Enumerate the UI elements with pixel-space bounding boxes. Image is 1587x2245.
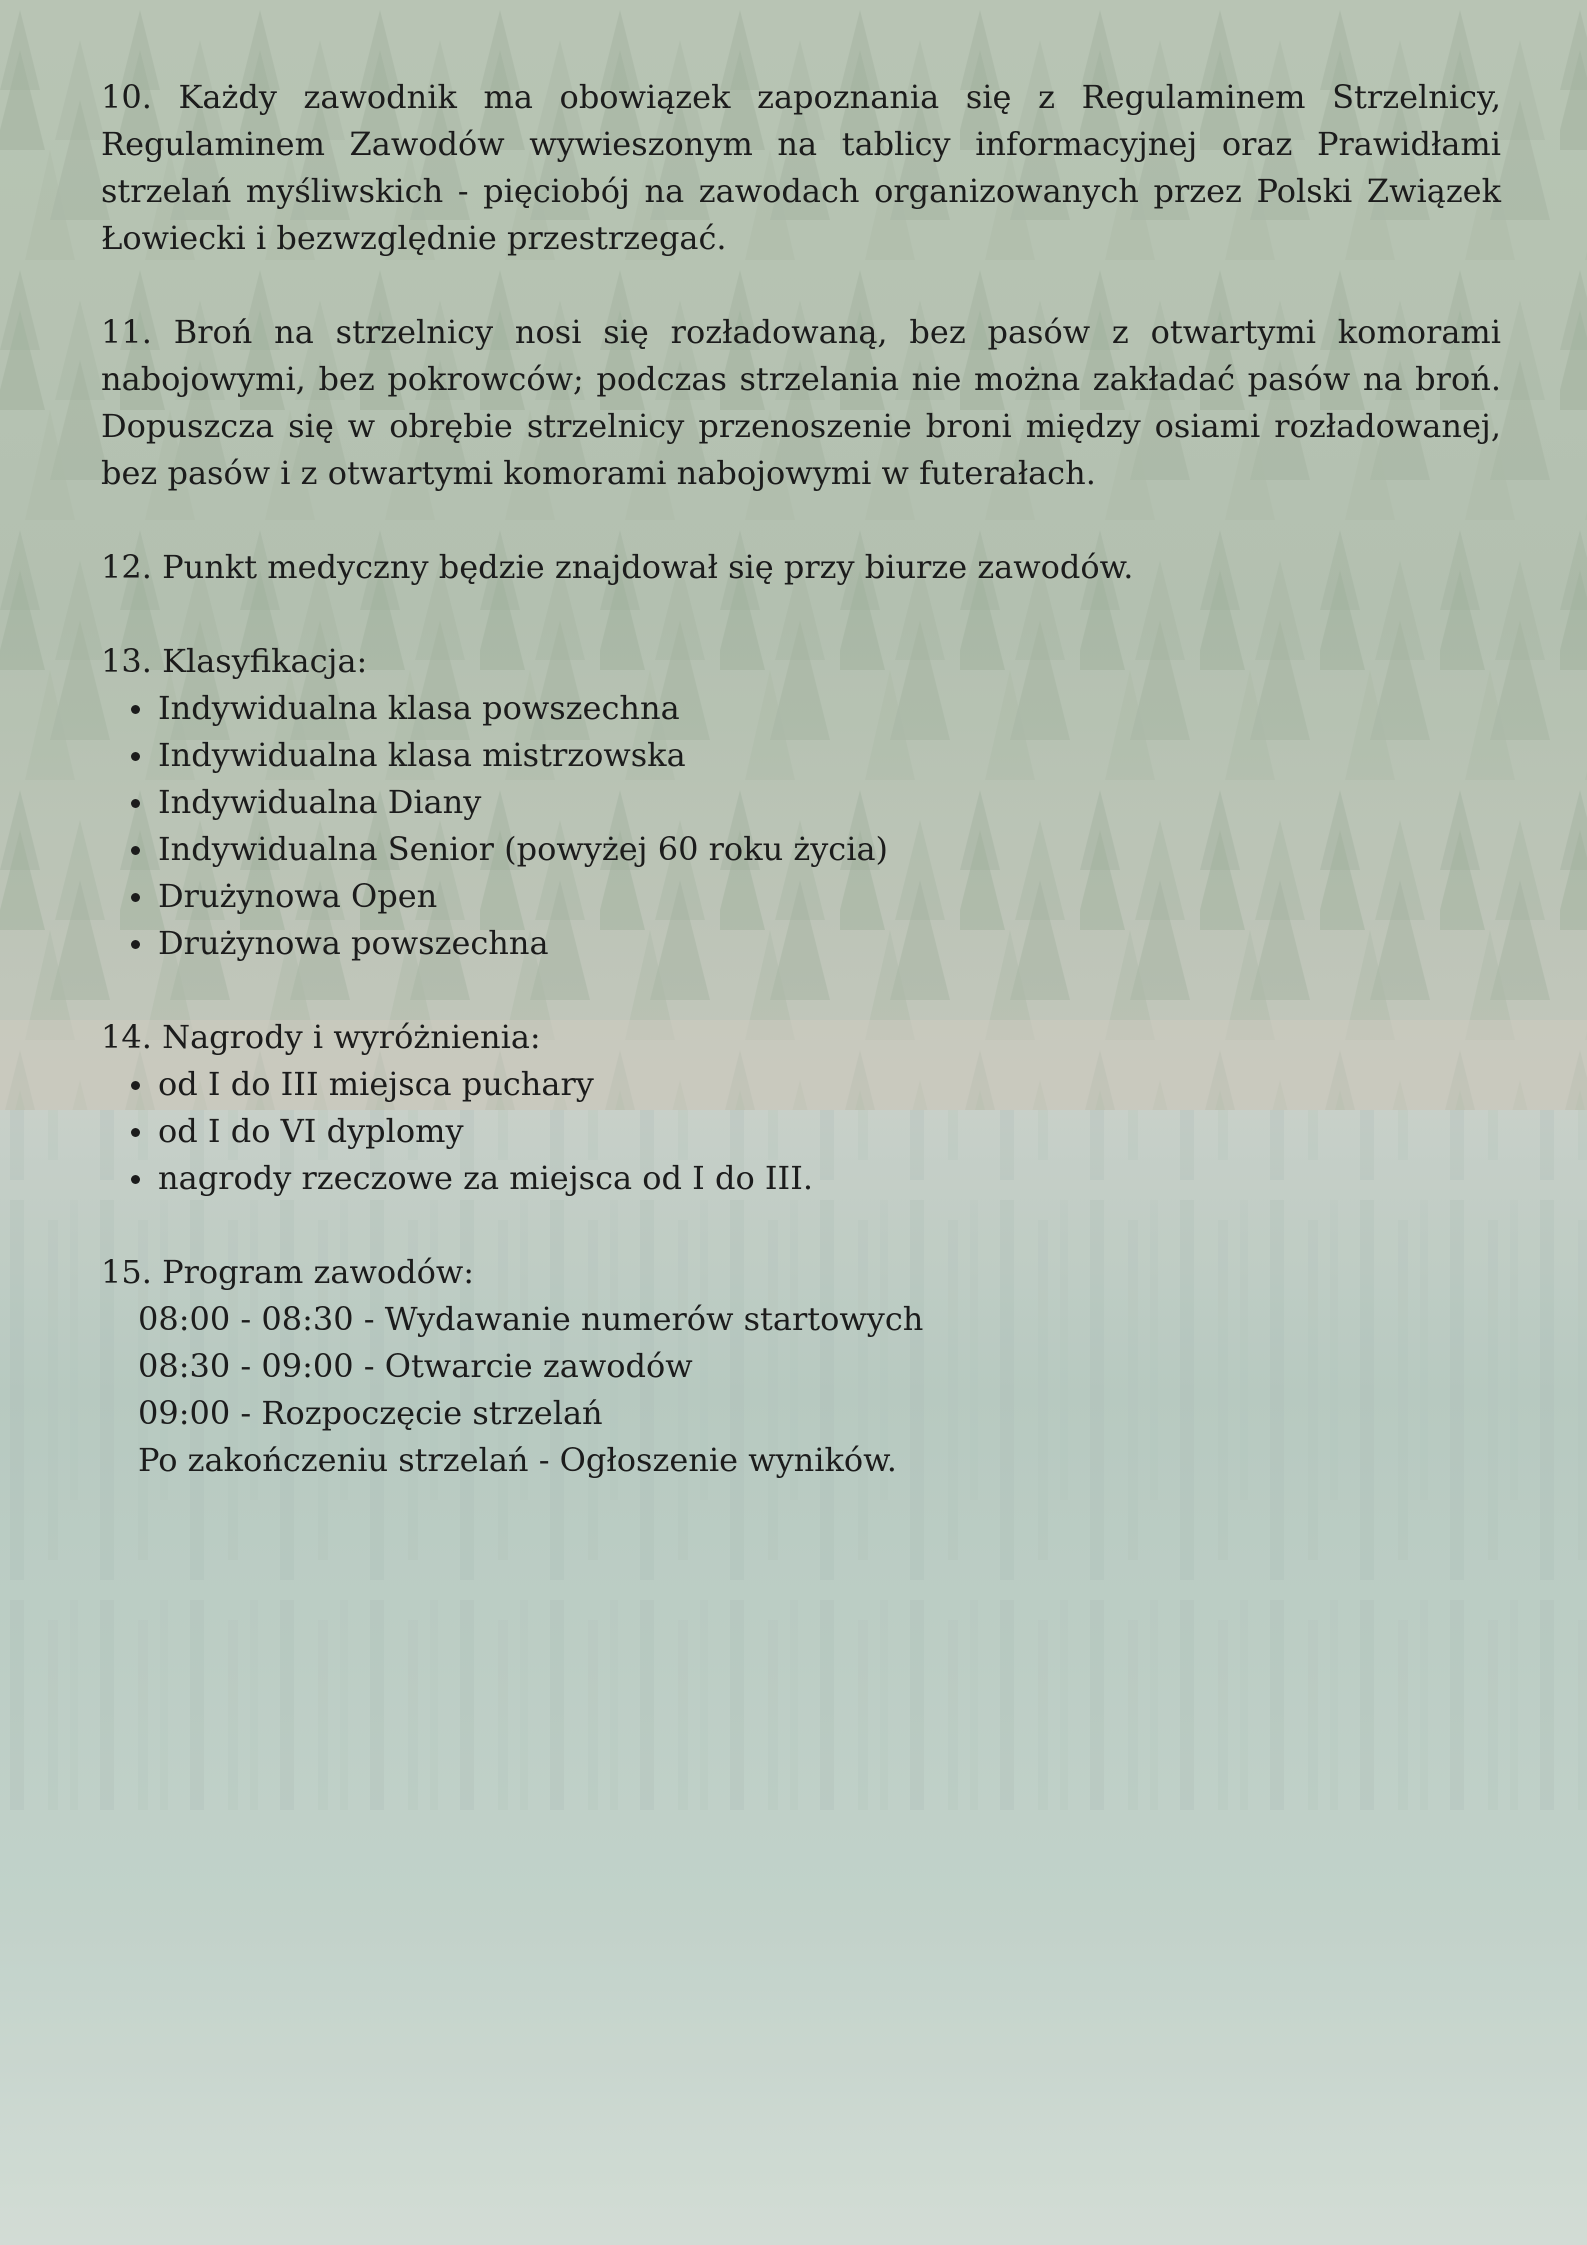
list-item — [101, 1061, 1501, 1108]
section-14-awards — [101, 1014, 1501, 1202]
bullet-icon — [131, 1128, 140, 1137]
list-item — [101, 685, 1501, 732]
bullet-icon — [131, 752, 140, 761]
section-11 — [101, 309, 1501, 497]
section-10 — [101, 74, 1501, 262]
list-item-text: nagrody rzeczowe za miejsca od I do III. — [158, 1159, 813, 1197]
list-item — [101, 1108, 1501, 1155]
list-item — [101, 732, 1501, 779]
list-item — [101, 1155, 1501, 1202]
list-item — [101, 826, 1501, 873]
section-10-text: 10. Każdy zawodnik ma obowiązek zapoznania się z Regulaminem Strzelnicy, Regulaminem Zawodów wywieszonym na tablicy informacyjnej oraz Prawidłami strzelań myśliwskich - pięciobój na zawodach organizowanych przez Polski Związek Łowiecki i bezwzględnie przestrzegać. — [101, 78, 1501, 257]
section-11-text: 11. Broń na strzelnicy nosi się rozładowaną, bez pasów z otwartymi komorami nabojowymi, bez pokrowców; podczas strzelania nie można zakładać pasów na broń. Dopuszcza się w obrębie strzelnicy przenoszenie broni między osiami rozładowanej, bez pasów i z otwartymi komorami nabojowymi w futerałach. — [101, 313, 1501, 492]
section-15-program — [101, 1249, 1501, 1484]
bullet-icon — [131, 1175, 140, 1184]
program-item: 08:30 - 09:00 - Otwarcie zawodów — [138, 1347, 693, 1385]
bullet-icon — [131, 799, 140, 808]
list-item-text: Indywidualna Senior (powyżej 60 roku życia) — [158, 830, 889, 868]
program-item: 08:00 - 08:30 - Wydawanie numerów startowych — [138, 1300, 924, 1338]
section-12-text: 12. Punkt medyczny będzie znajdował się przy biurze zawodów. — [101, 548, 1134, 586]
section-13-classification — [101, 638, 1501, 967]
program-heading: 15. Program zawodów: — [101, 1253, 475, 1291]
list-item-text: Drużynowa Open — [158, 877, 438, 915]
list-item-text: Indywidualna Diany — [158, 783, 482, 821]
bullet-icon — [131, 940, 140, 949]
list-item — [101, 873, 1501, 920]
bullet-icon — [131, 705, 140, 714]
section-12 — [101, 544, 1501, 591]
list-item-text: Drużynowa powszechna — [158, 924, 549, 962]
bullet-icon — [131, 893, 140, 902]
program-item: Po zakończeniu strzelań - Ogłoszenie wyników. — [138, 1441, 897, 1479]
list-item-text: od I do III miejsca puchary — [158, 1065, 594, 1103]
bullet-icon — [131, 846, 140, 855]
list-item — [101, 779, 1501, 826]
classification-heading: 13. Klasyfikacja: — [101, 642, 368, 680]
bullet-icon — [131, 1081, 140, 1090]
awards-list — [101, 1061, 1501, 1202]
classification-list — [101, 685, 1501, 967]
list-item-text: Indywidualna klasa powszechna — [158, 689, 680, 727]
list-item-text: Indywidualna klasa mistrzowska — [158, 736, 686, 774]
list-item — [101, 920, 1501, 967]
regulations-content — [101, 74, 1501, 1531]
program-item: 09:00 - Rozpoczęcie strzelań — [138, 1394, 603, 1432]
awards-heading: 14. Nagrody i wyróżnienia: — [101, 1018, 541, 1056]
list-item-text: od I do VI dyplomy — [158, 1112, 464, 1150]
